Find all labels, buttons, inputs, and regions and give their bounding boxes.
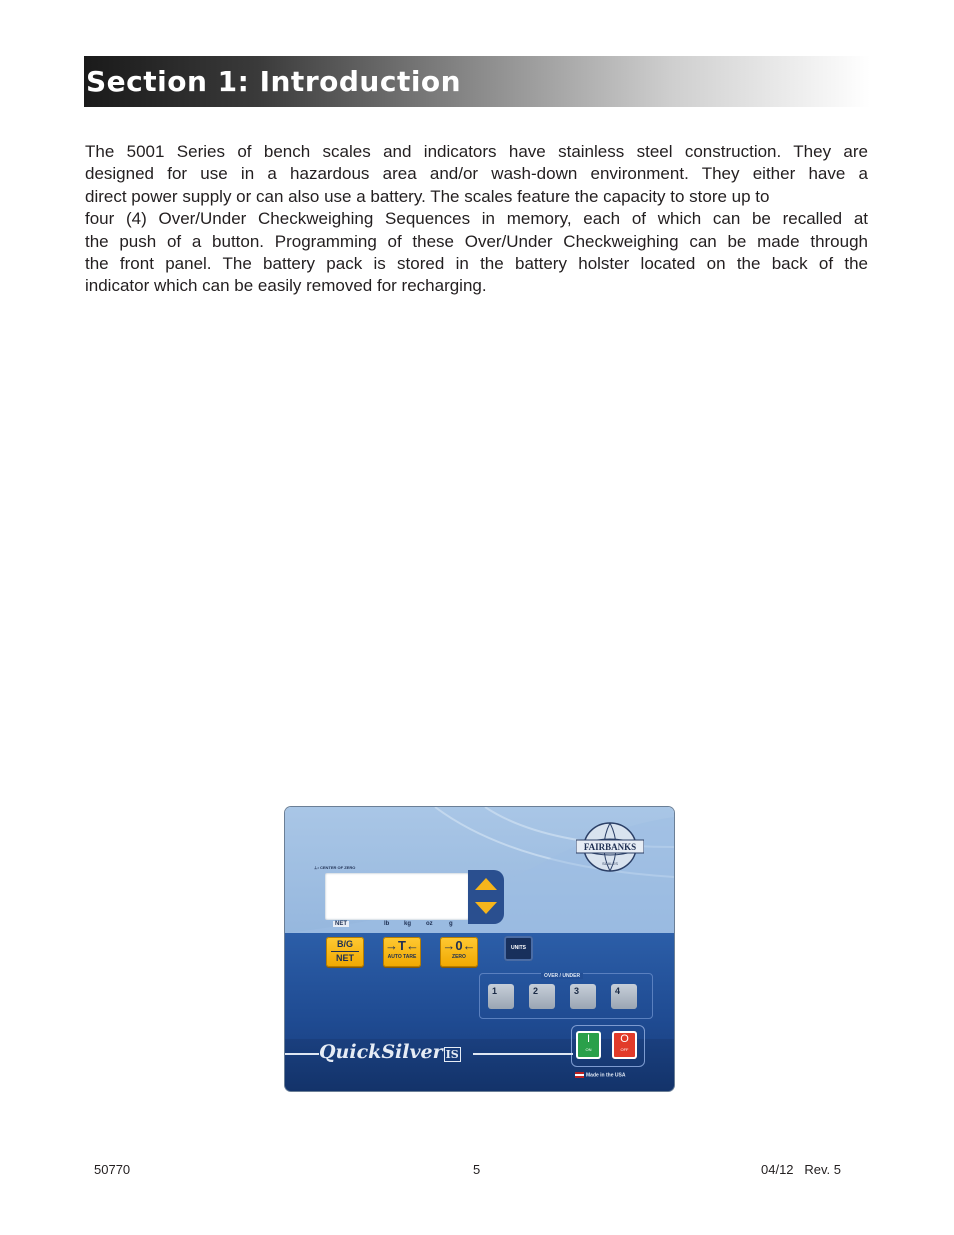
intro-line: the front panel. The battery pack is stored in the battery holster located on the back of the <box>85 254 868 274</box>
over-under-key-2: 2 <box>529 984 555 1009</box>
lb-annunciator: lb <box>384 921 390 927</box>
quicksilver-brand <box>319 1041 461 1063</box>
page-number: 5 <box>473 1162 481 1177</box>
brand-rule-left <box>285 1053 319 1055</box>
flag-icon <box>575 1072 584 1078</box>
net-annunciator: NET <box>335 921 347 927</box>
intro-line: The 5001 Series of bench scales and indicators have stainless steel construction. They are <box>85 142 868 161</box>
document-number: 50770 <box>94 1162 131 1177</box>
center-of-zero-label: ⊥• CENTER OF ZERO <box>314 865 356 870</box>
zero-icon: →0← <box>442 938 476 953</box>
made-in-usa-label: Made in the USA <box>586 1072 626 1079</box>
brand-suffix: IS <box>445 1048 459 1061</box>
indicator-front-panel-image <box>285 807 674 1091</box>
power-off-label: OFF <box>620 1047 629 1052</box>
brand-rule-right <box>473 1053 573 1055</box>
power-on-label: ON <box>585 1047 592 1052</box>
net-key-label: NET <box>336 953 354 963</box>
auto-tare-label: AUTO TARE <box>387 954 417 960</box>
section-title: Section 1: Introduction <box>86 65 462 98</box>
power-off-icon: O <box>620 1033 629 1045</box>
units-key: UNITS <box>504 936 533 961</box>
g-annunciator: g <box>449 921 453 927</box>
kg-annunciator: kg <box>404 921 412 927</box>
oz-annunciator: oz <box>426 921 433 927</box>
section-banner <box>84 56 870 107</box>
over-under-label: OVER / UNDER <box>541 973 583 979</box>
weight-display <box>325 873 469 920</box>
intro-line: indicator which can be easily removed for recharging. <box>85 276 487 296</box>
revision-label: 04/12 Rev. 5 <box>761 1162 841 1177</box>
over-under-key-4: 4 <box>611 984 637 1009</box>
up-arrow-icon <box>475 878 497 890</box>
made-in-usa <box>575 1072 625 1078</box>
bg-net-key <box>326 937 364 967</box>
brand-name: QuickSilver <box>319 1041 443 1063</box>
intro-paragraph <box>85 141 868 298</box>
over-under-key-3: 3 <box>570 984 596 1009</box>
bg-key-label: B/G <box>331 937 359 952</box>
down-arrow-icon <box>475 902 497 914</box>
arrow-keys <box>468 870 504 924</box>
intro-line: the push of a button. Programming of these Over/Under Checkweighing can be made through <box>85 231 868 251</box>
power-off-key <box>612 1031 637 1059</box>
logo-subtext: SCALES <box>602 861 618 866</box>
tare-icon: →T← <box>385 938 419 953</box>
intro-line: direct power supply or can also use a battery. The scales feature the capacity to store up to <box>85 186 770 206</box>
intro-line: four (4) Over/Under Checkweighing Sequences in memory, each of which can be recalled at <box>85 209 868 229</box>
power-on-key <box>576 1031 601 1059</box>
fairbanks-logo-icon <box>576 821 644 873</box>
over-under-key-1: 1 <box>488 984 514 1009</box>
zero-key <box>440 937 478 967</box>
intro-line: designed for use in a hazardous area and/or wash-down environment. They either have a <box>85 164 868 184</box>
logo-text: FAIRBANKS <box>583 842 637 852</box>
auto-tare-key <box>383 937 421 967</box>
power-on-icon: I <box>586 1033 591 1045</box>
zero-label: ZERO <box>452 954 466 960</box>
